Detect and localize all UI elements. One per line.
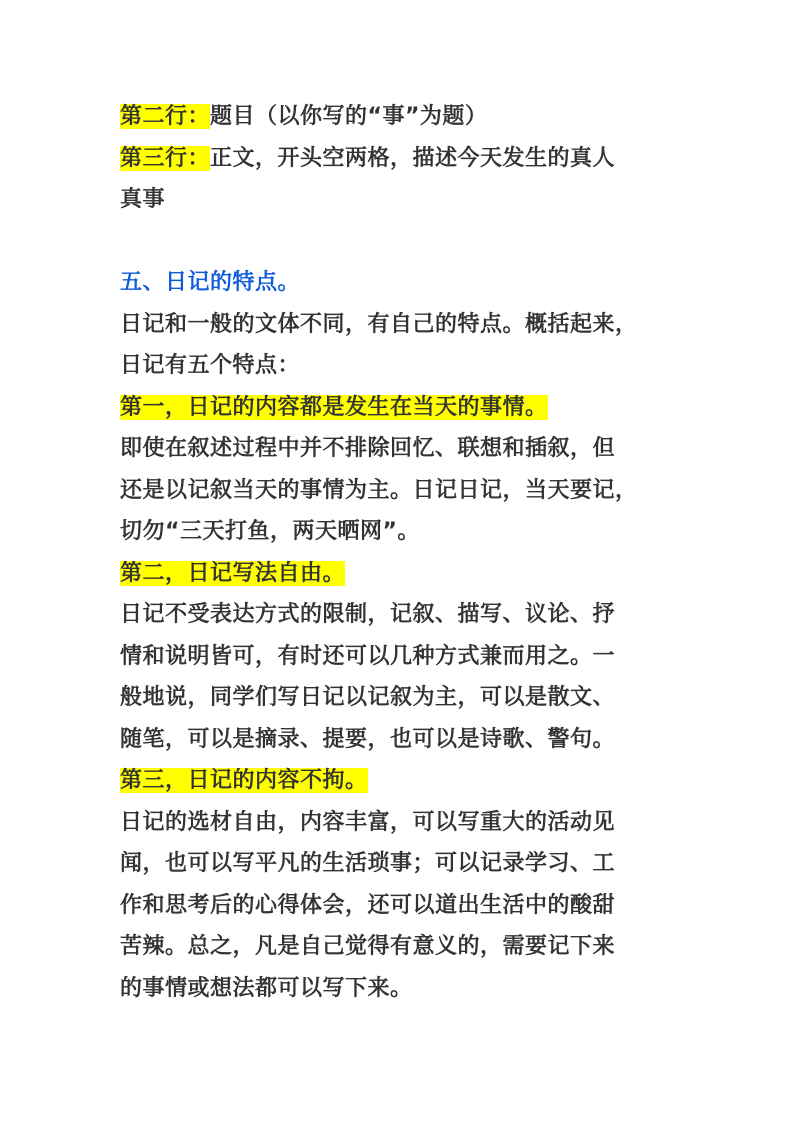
format-text: 题目（以你写的“事”为题）	[210, 104, 488, 129]
point-title	[120, 553, 680, 595]
intro-line: 日记有五个特点：	[120, 353, 301, 378]
point-title-text: 第二，日记写法自由。	[120, 560, 346, 586]
point-title-text: 第一，日记的内容都是发生在当天的事情。	[120, 394, 548, 420]
point-title	[120, 387, 680, 429]
point-line: 苦辣。总之，凡是自己觉得有意义的，需要记下来	[120, 934, 616, 959]
format-continuation: 真事	[120, 187, 166, 212]
point-line: 的事情或想法都可以写下来。	[120, 975, 413, 1001]
point-line: 情和说明皆可，有时还可以几种方式兼而用之。一	[120, 643, 616, 669]
point-line: 还是以记叙当天的事情为主。日记日记，当天要记，	[120, 477, 638, 503]
intro-line: 日记和一般的文体不同，有自己的特点。概括起来，	[120, 311, 638, 337]
point-line: 般地说，同学们写日记以记叙为主，可以是散文、	[120, 685, 616, 710]
point-title	[120, 760, 680, 802]
format-line-3	[120, 138, 680, 180]
point-line: 即使在叙述过程中并不排除回忆、联想和插叙，但	[120, 436, 616, 461]
point-line: 作和思考后的心得体会，还可以道出生活中的酸甜	[120, 892, 616, 918]
format-line-2	[120, 96, 680, 138]
point-line: 随笔，可以是摘录、提要，也可以是诗歌、警句。	[120, 726, 616, 752]
point-line: 切勿“三天打鱼，两天晒网”。	[120, 519, 420, 544]
point-line: 日记不受表达方式的限制，记叙、描写、议论、抒	[120, 602, 616, 627]
document-body	[120, 96, 680, 1009]
point-line: 日记的选材自由，内容丰富，可以写重大的活动见	[120, 809, 616, 835]
section-heading: 五、日记的特点。	[120, 270, 301, 295]
format-text: 正文，开头空两格，描述今天发生的真人	[210, 145, 616, 171]
point-line: 闻，也可以写平凡的生活琐事；可以记录学习、工	[120, 851, 616, 876]
format-label: 第二行：	[120, 104, 211, 129]
point-title-text: 第三，日记的内容不拘。	[120, 768, 368, 793]
format-label: 第三行：	[120, 145, 211, 171]
paragraph-gap	[120, 221, 680, 263]
